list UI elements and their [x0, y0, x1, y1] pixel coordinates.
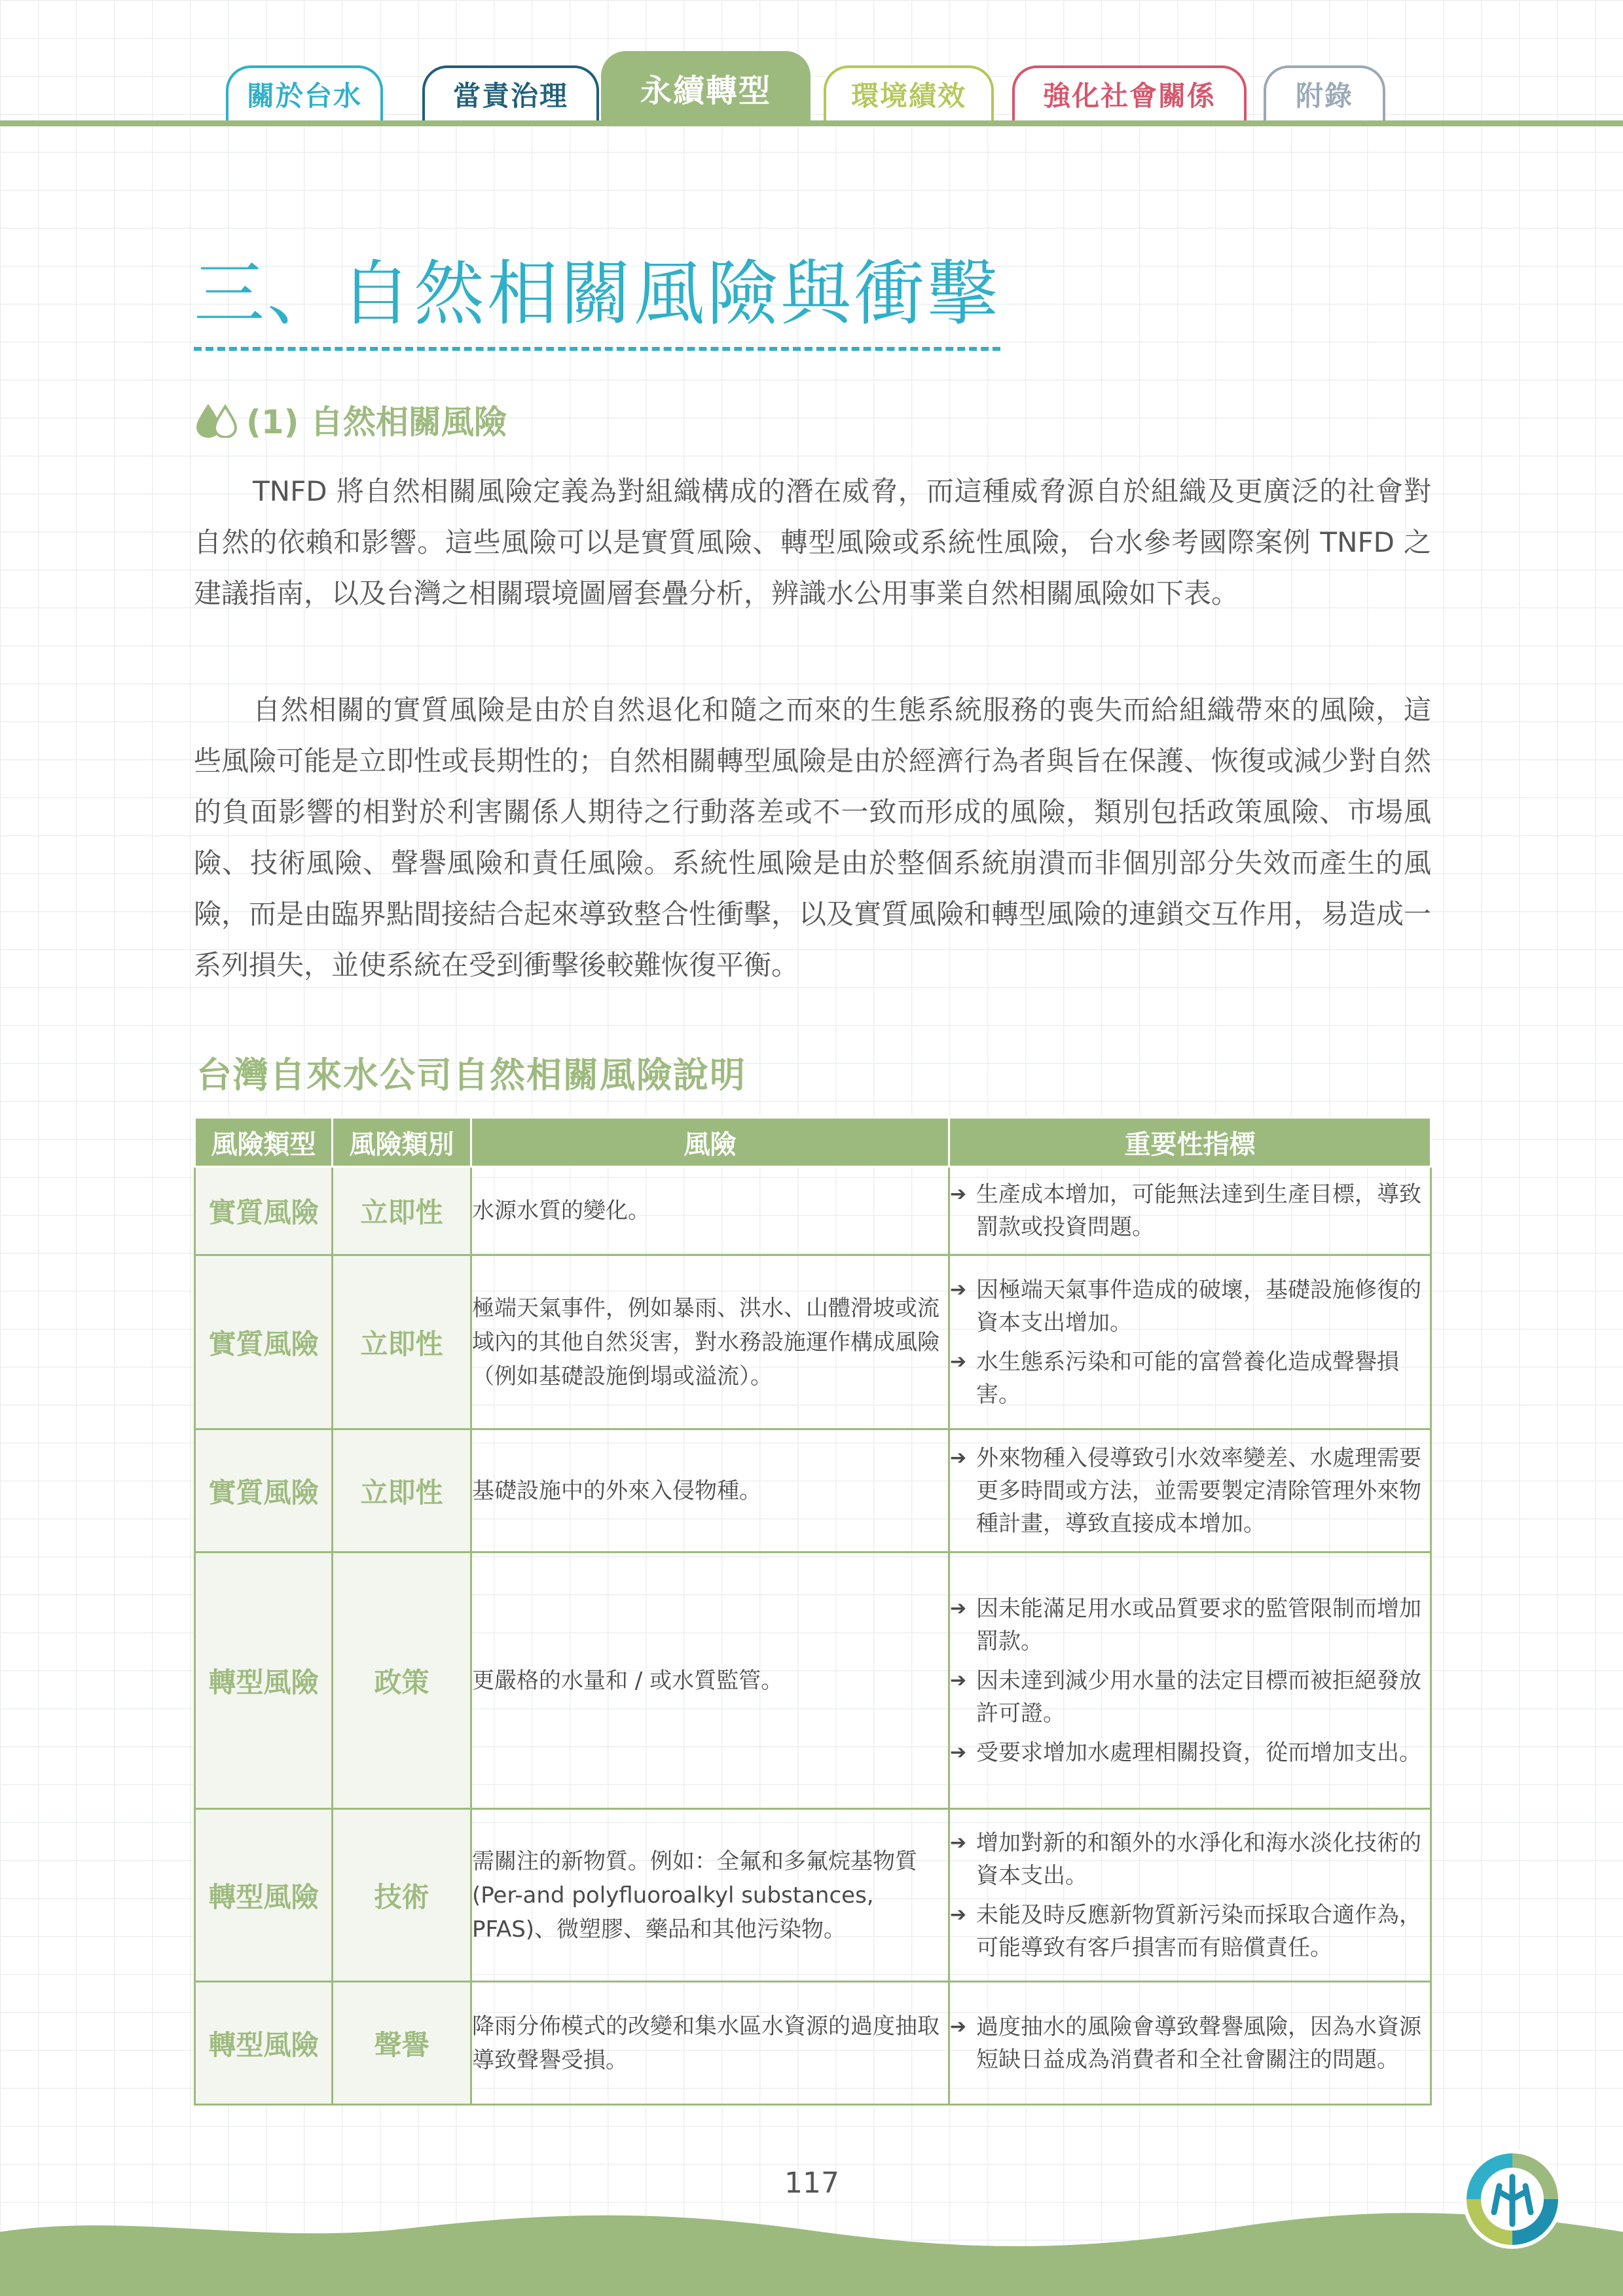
- arrow-icon: ➔: [950, 1903, 967, 1926]
- risk-category-cell: 政策: [333, 1552, 471, 1809]
- risk-category-cell: 技術: [333, 1809, 471, 1982]
- impact-item: ➔ 受要求增加水處理相關投資，從而增加支出。: [950, 1736, 1430, 1769]
- arrow-icon: ➔: [950, 1668, 967, 1692]
- impact-item: ➔ 未能及時反應新物質新污染而採取合適作為，可能導致有客戶損害而有賠償責任。: [950, 1899, 1430, 1964]
- tab-about[interactable]: 關於台水: [226, 65, 383, 120]
- arrow-icon: ➔: [950, 1350, 967, 1373]
- header-risk-type: 風險類型: [195, 1118, 333, 1167]
- impact-item: ➔ 因未能滿足用水或品質要求的監管限制而增加罰款。: [950, 1592, 1430, 1658]
- arrow-icon: ➔: [950, 1740, 967, 1764]
- tab-environment[interactable]: 環境績效: [824, 65, 994, 120]
- impact-indicator-cell: [949, 1167, 1431, 1255]
- header-impact-indicator: 重要性指標: [949, 1118, 1431, 1167]
- company-logo-icon: [1460, 2147, 1565, 2251]
- impact-item: ➔ 因未達到減少用水量的法定目標而被拒絕發放許可證。: [950, 1664, 1430, 1730]
- table-row: [195, 1429, 1431, 1552]
- risk-category-cell: 立即性: [333, 1429, 471, 1552]
- table-row: [195, 1982, 1431, 2105]
- risk-category-cell: 立即性: [333, 1255, 471, 1429]
- risk-table: [194, 1117, 1432, 2106]
- impact-item: ➔ 外來物種入侵導致引水效率變差、水處理需要更多時間或方法，並需要製定清除管理外來物種計畫，導致直接成本增加。: [950, 1442, 1430, 1540]
- table-row: [195, 1809, 1431, 1982]
- subsection-title: (1) 自然相關風險: [246, 403, 507, 441]
- risk-description-cell: 降雨分佈模式的改變和集水區水資源的過度抽取導致聲譽受損。: [471, 1982, 949, 2105]
- risk-description-cell: 更嚴格的水量和 / 或水質監管。: [471, 1552, 949, 1809]
- impact-indicator-cell: [949, 1552, 1431, 1809]
- water-drops-icon: [194, 401, 240, 438]
- impact-item: ➔ 因極端天氣事件造成的破壞，基礎設施修復的資本支出增加。: [950, 1274, 1430, 1339]
- footer-wave: [0, 2206, 1623, 2296]
- impact-indicator-cell: [949, 1982, 1431, 2105]
- arrow-icon: ➔: [950, 2015, 967, 2038]
- arrow-icon: ➔: [950, 1446, 967, 1469]
- table-title: 台灣自來水公司自然相關風險說明: [196, 1054, 746, 1096]
- header-risk: 風險: [471, 1118, 949, 1167]
- arrow-icon: ➔: [950, 1183, 967, 1206]
- page-number: 117: [784, 2166, 839, 2200]
- risk-description-cell: 基礎設施中的外來入侵物種。: [471, 1429, 949, 1552]
- risk-description-cell: 極端天氣事件，例如暴雨、洪水、山體滑坡或流域內的其他自然災害，對水務設施運作構成風險（例如基礎設施倒塌或溢流）。: [471, 1255, 949, 1429]
- risk-category-cell: 聲譽: [333, 1982, 471, 2105]
- top-tab-bar: [0, 0, 1623, 131]
- paragraph-definition: TNFD 將自然相關風險定義為對組織構成的潛在威脅，而這種威脅源自於組織及更廣泛的社會對自然的依賴和影響。這些風險可以是實質風險、轉型風險或系統性風險，台水參考國際案例 TNFD 之建議指南，以及台灣之相關環境圖層套疊分析，辨識水公用事業自然相關風險如下表。: [194, 475, 1431, 609]
- risk-type-cell: 轉型風險: [195, 1982, 333, 2105]
- impact-indicator-cell: [949, 1429, 1431, 1552]
- risk-type-cell: 實質風險: [195, 1255, 333, 1429]
- risk-description-cell: 水源水質的變化。: [471, 1167, 949, 1255]
- tab-social[interactable]: 強化社會關係: [1012, 65, 1247, 120]
- risk-type-cell: 轉型風險: [195, 1809, 333, 1982]
- table-header-row: [195, 1118, 1431, 1167]
- tab-appendix[interactable]: 附錄: [1264, 65, 1385, 120]
- arrow-icon: ➔: [950, 1596, 967, 1620]
- table-row: [195, 1552, 1431, 1809]
- subsection-heading: [194, 396, 507, 443]
- risk-type-cell: 實質風險: [195, 1167, 333, 1255]
- risk-category-cell: 立即性: [333, 1167, 471, 1255]
- tab-governance[interactable]: 當責治理: [422, 65, 599, 120]
- risk-type-cell: 實質風險: [195, 1429, 333, 1552]
- arrow-icon: ➔: [950, 1278, 967, 1301]
- impact-item: ➔ 水生態系污染和可能的富營養化造成聲譽損害。: [950, 1346, 1430, 1411]
- risk-type-cell: 轉型風險: [195, 1552, 333, 1809]
- tab-sustainability[interactable]: 永續轉型: [601, 51, 811, 124]
- impact-item: ➔ 生產成本增加，可能無法達到生產目標，導致罰款或投資問題。: [950, 1178, 1430, 1244]
- paragraph-risk-types: 自然相關的實質風險是由於自然退化和隨之而來的生態系統服務的喪失而給組織帶來的風險，這些風險可能是立即性或長期性的；自然相關轉型風險是由於經濟行為者與旨在保護、恢復或減少對自然的負面影響的相對於利害關係人期待之行動落差或不一致而形成的風險，類別包括政策風險、市場風險、技術風險、聲譽風險和責任風險。系統性風險是由於整個系統崩潰而非個別部分失效而產生的風險，而是由臨界點間接結合起來導致整合性衝擊，以及實質風險和轉型風險的連鎖交互作用，易造成一系列損失，並使系統在受到衝擊後較難恢復平衡。: [194, 694, 1432, 981]
- impact-indicator-cell: [949, 1255, 1431, 1429]
- impact-item: ➔ 過度抽水的風險會導致聲譽風險，因為水資源短缺日益成為消費者和全社會關注的問題。: [950, 2011, 1430, 2076]
- risk-description-cell: 需關注的新物質。例如：全氟和多氟烷基物質 (Per-and polyfluoroalkyl substances, PFAS)、微塑膠、藥品和其他污染物。: [471, 1809, 949, 1982]
- impact-item: ➔ 增加對新的和額外的水淨化和海水淡化技術的資本支出。: [950, 1827, 1430, 1892]
- section-title: 三、自然相關風險與衝擊: [194, 254, 1000, 351]
- table-row: [195, 1255, 1431, 1429]
- tab-underline: [0, 120, 1623, 126]
- header-risk-category: 風險類別: [333, 1118, 471, 1167]
- arrow-icon: ➔: [950, 1831, 967, 1854]
- table-row: [195, 1167, 1431, 1255]
- impact-indicator-cell: [949, 1809, 1431, 1982]
